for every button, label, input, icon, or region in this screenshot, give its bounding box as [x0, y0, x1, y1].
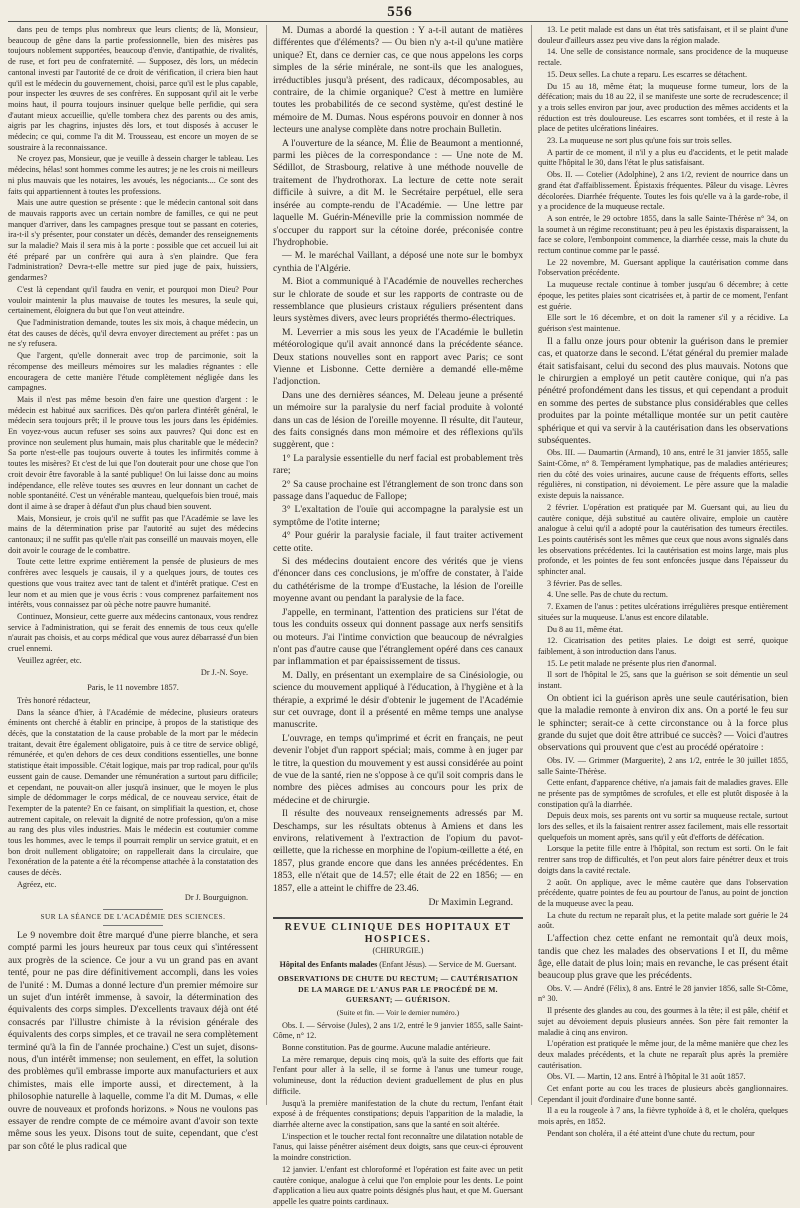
paragraph: L'affection chez cette enfant ne remontait qu'à deux mois, tandis que chez les malades des observations I et II, du même âge, elle datait de plus loin; mais en revanche, le cas présent était beaucoup plus grave que les précédents. [538, 933, 788, 982]
paragraph: La chute du rectum ne reparaît plus, et la petite malade sort guérie le 24 août. [538, 910, 788, 931]
paragraph: J'appelle, en terminant, l'attention des praticiens sur l'état de tous les conduits osseux qui donnent passage aux nerfs sensitifs ou moteurs. J'ai l'intime conviction que beaucoup de névralgies n'ont pas d'autre cause que l'étranglement opéré dans ces canaux par inflammation et par épaississement de tissus. [273, 606, 523, 668]
hospital-name: Hôpital des Enfants malades [279, 960, 378, 970]
section-title: REVUE CLINIQUE DES HOPITAUX ET HOSPICES. [284, 922, 512, 946]
hospital-line [273, 960, 523, 971]
paragraph: Il résulte des nouveaux renseignements adressés par M. Deschamps, sur les résultats obtenus à Amiens et dans les environs, relativement à l'extraction de l'opium du pavot-œillette, que la richesse en morphine de l'opium-œillette a été, en 1857, plus grande encore que dans les années précédentes. En 1853, elle n'était que de 14.57; elle était de 22 en 1856; — en 1857, elle a atteint le chiffre de 23.46. [273, 808, 523, 894]
dateline: Paris, le 11 novembre 1857. [87, 683, 179, 693]
paragraph: Ne croyez pas, Monsieur, que je veuille à dessein charger le tableau. Les médecins, hélas! sont hommes comme les autres; je ne les crois ni meilleurs ni plus mauvais que les notaires, les avoués, les négociants.... Ce sont des faits qui appartiennent à toutes les professions. [8, 154, 258, 196]
paragraph: A l'ouverture de la séance, M. Élie de Beaumont a mentionné, parmi les pièces de la correspondance : — Une note de M. Sédillot, de Strasbourg, relative à une méthode nouvelle de traitement de l'hydrothorax. La lecture de cette note serait difficile à suivre, a dit M. le Secrétaire perpétuel, elle sera insérée au compte-rendu de l'Académie. — Une lettre par laquelle M. Guérin-Méneville prie la commission nommée de s'occuper du rapport sur la cétoine dorée, préconisée contre l'hydrophobie. [273, 137, 523, 248]
paragraph: Mais, Monsieur, je crois qu'il ne suffit pas que l'Académie se lave les mains de la détermination prise par l'autorité au sujet des médecins cantonaux; il ne suffit pas qu'elle n'ait pas conseillé un mauvais moyen, elle doit avoir le courage de le combattre. [8, 513, 258, 555]
section-heading: SUR LA SÉANCE DE L'ACADÉMIE DES SCIENCES. [8, 909, 258, 926]
paragraph: A partir de ce moment, il n'il y a plus eu d'accidents, et le petit malade quitte l'hôpital le 30, dans l'état le plus satisfaisant. [538, 147, 788, 168]
paragraph: Cette enfant, d'apparence chétive, n'a jamais fait de maladies graves. Elle ne présente pas de symptômes de scrofules, et elle est plutôt disposée à la constipation qu'à la diarrhée. [538, 778, 788, 809]
paragraph: A son entrée, le 29 octobre 1855, dans la salle Sainte-Thérèse n° 34, on la soumet à un régime reconstituant; peu à peu les épistaxis disparaissent, la face se colore, l'embonpoint commence, la diarrhée cesse, mais la chute du rectum continue comme par le passé. [538, 213, 788, 256]
list-item: 3° L'exaltation de l'ouïe qui accompagne la paralysie est un symptôme de l'otite interne; [273, 504, 523, 528]
paragraph: 2 août. On applique, avec le même cautère que dans l'observation précédente, quatre pointes de feu au pourtour de l'anus, au point de jonction de la muqueuse avec la peau. [538, 877, 788, 908]
paragraph: Cet enfant porte au cou les traces de plusieurs abcès ganglionnaires. Cependant il jouit d'ordinaire d'une bonne santé. [538, 1084, 788, 1104]
section-rule [273, 917, 523, 919]
paragraph: 2 février. L'opération est pratiquée par M. Guersant qui, au lieu du cautère conique, déjà substitué au cautère olivaire, emploie un cautère analogue à celui qu'il a adopté pour la cautérisation des tumeurs érectiles. Les points cautérisés sont les mêmes que ceux que nous avons signalés dans les observations précédentes. Ici la cautérisation est moins large, mais plus profonde, et les pointes de feu sont enfoncées jusque dans l'épaisseur du sphincter anal. [538, 502, 788, 577]
paragraph: Que l'argent, qu'elle donnerait avec trop de parcimonie, soit la récompense des meilleurs mémoires sur les maladies régnantes : elle encouragera de cette manière l'étude complètement négligée dans les campagnes. [8, 351, 258, 393]
salutation: Très honoré rédacteur, [17, 695, 91, 705]
signature: Dr J. Bourguignon. [184, 892, 248, 902]
paragraph: Du 8 au 11, même état. [547, 624, 623, 634]
closing-salutation: Veuillez agréer, etc. [17, 655, 82, 665]
paragraph: L'opération est pratiquée le même jour, de la même manière que chez les deux malades précédents, et la chute ne reparaît plus après la première cautérisation. [538, 1039, 788, 1070]
header-rule [8, 21, 788, 22]
paragraph: Le 9 novembre doit être marqué d'une pierre blanche, et sera compté parmi les jours heureux par tous ceux qui s'intéressent aux progrès de la science. Ce jour a vu un grand pas en avant tenté, pour ne pas dire définitivement accompli, dans les voies de l'unité : M. Dumas a donné lecture d'un premier mémoire sur un sujet d'un intérêt immense, à savoir, la détermination des équivalents des corps simples. D'excellents travaux déjà ont été consacrés par l'illustre chimiste à la révision générale des équivalents des corps simples, et ce travail ne sera complètement terminé qu'à la fin de l'année prochaine.) C'est un sujet, disons-nous, d'un intérêt immense; non seulement, en effet, la solution des problèmes qu'il embrasse importe aux manufacturiers et aux chimistes, mais elle importe aussi, et directement, à la philosophie naturelle à laquelle, comme l'a dit M. Dumas, « elle ouvre de nouveaux et profonds horizons. » Nous ne voulons pas essayer de rendre compte de ce mémoire avant d'avoir son texte même sous les yeux. Disons tout de suite, cependant, que c'est par son côté le plus radical que [8, 929, 258, 1152]
paragraph: 13. Le petit malade est dans un état très satisfaisant, et il se plaint d'une douleur d'ailleurs assez peu vive dans la région malade. [538, 25, 788, 45]
closing-salutation: Agréez, etc. [17, 879, 57, 889]
paragraph: Obs. I. — Sérvoise (Jules), 2 ans 1/2, entré le 9 janvier 1855, salle Saint-Côme, n° 12. [273, 1020, 523, 1041]
paragraph: Il sort de l'hôpital le 25, sans que la guérison se soit démentie un seul instant. [538, 670, 788, 691]
paragraph: Du 15 au 18, même état; la muqueuse forme tumeur, lors de la défécation; mais du 18 au 22, il se manifeste une sorte de recrudescence; il y a trois selles environ par jour, avec production des mêmes accidents et la réduction est très douloureuse. Les escarres sont tombées, et il reste à la place de petites ulcérations linéaires. [538, 81, 788, 134]
paragraph: Obs. VI. — Martin, 12 ans. Entré à l'hôpital le 31 août 1857. [547, 1072, 746, 1082]
column-middle [266, 25, 523, 1206]
section-subtitle: (CHIRURGIE.) [372, 946, 424, 956]
paragraph: Le 22 novembre, M. Guersant applique la cautérisation comme dans l'observation précédente. [538, 257, 788, 278]
paragraph: M. Leverrier a mis sous les yeux de l'Académie le bulletin météorologique qu'il avait annoncé dans la précédente séance. Deux stations nouvelles sont en rapport avec Paris; ce sont Vienne et Lisbonne. Cette dernière a demandé elle-même l'adjonction. [273, 326, 523, 388]
column-left [8, 25, 258, 1152]
signature: Dr Maximin Legrand. [428, 897, 513, 909]
list-item: 2° Sa cause prochaine est l'étranglement de son tronc dans son passage dans l'aqueduc de Fallope; [273, 478, 523, 503]
paragraph: Si des médecins doutaient encore des vérités que je viens d'énoncer dans ces conclusions, je m'offre de constater, à l'aide du cathétérisme de la trompe d'Eustache, la lésion de l'oreille moyenne avant ou pendant la paralysie de la face. [273, 556, 523, 605]
paragraph: La mère remarque, depuis cinq mois, qu'à la suite des efforts que fait l'enfant pour aller à la selle, il se forme à l'anus une tumeur rouge, volumineuse, dont la réduction devient graduellement de plus en plus difficile. [273, 1054, 523, 1096]
page-number: 556 [387, 4, 413, 20]
paragraph: L'ouvrage, en temps qu'imprimé et écrit en français, ne peut devenir l'objet d'un rapport spécial; mais, comme à en juger par le titre, la question du mouvement y est aussi considérée au point de vue de la santé, rien ne s'oppose à ce qu'il soit compris dans le nombre des pièces admises au concours pour les prix de médecine et de chirurgie. [273, 732, 523, 806]
paragraph: M. Dumas a abordé la question : Y a-t-il autant de matières différentes que d'éléments? — Ou bien n'y a-t-il qu'une matière unique? Et, dans ce dernier cas, ce que nous appelons les corps simples de la série minérale, ne sont-ils que les analogues, irréductibles jusqu'à présent, des radicaux, décomposables, au contraire, de la chimie organique? C'est à mettre en lumière toutes les probabilités de ce second système, qu'est destiné le mémoire de M. Dumas. Nous espérons pouvoir en donner à nos lecteurs une analyse complète dans notre prochain Bulletin. [273, 25, 523, 136]
paragraph: 14. Une selle de consistance normale, sans procidence de la muqueuse rectale. [538, 47, 788, 68]
paragraph: Il a fallu onze jours pour obtenir la guérison dans le premier cas, et quatorze dans le second. L'état général du premier malade était satisfaisant, celui du second des plus mauvais. Notons que le chirurgien a employé un petit cautère conique, qui n'a pas pénétré profondément dans les tissus, et qui cependant a produit en somme des pertes de substance plus considérables que celles produites par la pointe métallique montée sur un petit cautère sphérique et qui va servir à la cautérisation dans les observations subséquentes. [538, 335, 788, 446]
paragraph: Elle sort le 16 décembre, et on doit la ramener s'il y a récidive. La guérison s'est maintenue. [538, 313, 788, 333]
paragraph: 3 février. Pas de selles. [547, 578, 623, 588]
paragraph: 23. La muqueuse ne sort plus qu'une fois sur trois selles. [547, 136, 732, 146]
paragraph: L'inspection et le toucher rectal font reconnaître une dilatation notable de l'anus, qui laisse pénétrer aisément deux doigts, sans que ceux-ci éprouvent la moindre constriction. [273, 1131, 523, 1163]
paragraph: Obs. II. — Cotelier (Adolphine), 2 ans 1/2, revient de nourrice dans un grand état d'affaiblissement. Épistaxis fréquentes. Pâleur du visage. Lèvres décolorées. Diarrhée fréquente. Toutes les fois qu'elle va à la garde-robe, il y a procidence de la muqueuse rectale. [538, 170, 788, 212]
paragraph: C'est là cependant qu'il faudra en venir, et pourquoi mon Dieu? Pour vouloir maintenir la plus mauvaise de toutes les mesures, la seule qui, certainement, éloignera du but que l'on veut atteindre. [8, 284, 258, 316]
hospital-detail: (Enfant Jésus). — Service de M. Guersant. [379, 960, 517, 970]
observations-title: OBSERVATIONS DE CHUTE DU RECTUM; — CAUTÉRISATION DE LA MARGE DE L'ANUS PAR LE PROCÉDÉ DE M. GUERSANT; — GUÉRISON. [277, 973, 519, 1005]
paragraph: Dans une des dernières séances, M. Deleau jeune a présenté un mémoire sur la paralysie du nerf facial produite à volonté dans un cas de lésion de l'oreille moyenne. Il résulte, dit l'auteur, des faits consignés dans mon mémoire et des réflexions qu'ils suggèrent, que : [273, 389, 523, 451]
paragraph: 15. Deux selles. La chute a reparu. Les escarres se détachent. [547, 69, 748, 79]
paragraph: M. Biot a communiqué à l'Académie de nouvelles recherches sur le chlorate de soude et sur les rapports de contraste ou de ressemblance que plusieurs cristaux réguliers présentent dans leurs systèmes divers, avec leurs propriétés thermo-électriques. [273, 276, 523, 325]
paragraph: M. Dally, en présentant un exemplaire de sa Cinésiologie, ou science du mouvement appliqué à l'éducation, à l'hygiène et à la thérapie, a exprimé le désir d'obtenir le jugement de l'Académie sur cet ouvrage, dont il a présenté en même temps une analyse manuscrite. [273, 669, 523, 731]
paragraph: Obs. V. — André (Félix), 8 ans. Entré le 28 janvier 1856, salle St-Côme, n° 30. [538, 983, 788, 1004]
signature: Dr J.-N. Soye. [200, 668, 248, 678]
column-right [531, 25, 788, 1138]
paragraph: Depuis deux mois, ses parents ont vu sortir sa muqueuse rectale, surtout lors des selles, et ils la faisaient rentrer assez facilement, mais elle ressortait quelquefois un moment après, sans qu'il y eût d'efforts de défécation. [538, 811, 788, 842]
list-item: 1° La paralysie essentielle du nerf facial est probablement très rare; [273, 452, 523, 477]
paragraph: Mais il n'est pas même besoin d'en faire une question d'argent : le médecin est habitué aux sacrifices. Dès qu'on parlera d'intérêt général, le médecin sera toujours prêt; il le prouve tous les jours dans les épidémies. En voyez-vous aucun refuser ses soins aux pauvres? Qui donc est en province non seulement plus humain, mais plus charitable que le médecin? Sa porte n'est-elle pas toujours ouverte à toutes les infirmités comme à toutes les misères? Et c'est de lui que l'on douterait pour une chose que l'on croit devoir être favorable à la santé publique! On lui laisse donc au moins indépendance, elle relève toutes ses œuvres en leur donnant un cachet de noble spontanéité. C'est un vénérable manteau, quelquefois bien troué, mais dont il aime à se draper à défaut d'un plus chaud bien souvent. [8, 394, 258, 511]
paragraph: 4. Une selle. Pas de chute du rectum. [547, 590, 668, 600]
paragraph: Lorsque la petite fille entre à l'hôpital, son rectum est sorti. On le fait rentrer sans trop de difficultés, et l'on peut alors faire pénétrer deux et trois doigts dans la cavité rectale. [538, 844, 788, 875]
paragraph: 12 janvier. L'enfant est chloroformé et l'opération est faite avec un petit cautère conique, analogue à celui que l'on emploie pour les dents. Le point d'application a lieu aux quatre points désignés plus haut, et que M. Guersant appelle les quatre points cardinaux. [273, 1164, 523, 1206]
continuation-note: (Suite et fin. — Voir le dernier numéro.) [336, 1007, 460, 1017]
paragraph: La muqueuse rectale continue à tomber jusqu'au 6 décembre; à cette époque, les petites plaies sont cicatrisées et, à partir de ce moment, l'enfant est guérie. [538, 280, 788, 311]
paragraph: Mais une autre question se présente : que le médecin cantonal soit dans de mauvais rapports avec un certain nombre de familles, ce qui ne peut manquer d'arriver, dans les campagnes presque tout se passant en coteries, ira-t-il s'y présenter, pour constater un décès, demander des renseignements sur la maladie? Mais il sera mis à la porte : possible que cet accueil lui ait été préparé par un confrère qui aura à s'en plaindre. Que fera l'administration? Devra-t-elle mettre sur pied juge de paix, huissiers, gendarmes? [8, 198, 258, 283]
list-item: 4° Pour guérir la paralysie faciale, il faut traiter activement cette otite. [273, 530, 523, 554]
paragraph: 7. Examen de l'anus : petites ulcérations irrégulières presque entièrement situées sur la muqueuse. L'anus est encore dilatable. [538, 602, 788, 622]
paragraph: — M. le maréchal Vaillant, a déposé une note sur le bombyx cynthia de l'Algérie. [273, 250, 523, 274]
page-columns [8, 25, 788, 1206]
paragraph: Dans la séance d'hier, à l'Académie de médecine, plusieurs orateurs éminents ont cherché à établir en principe, à propos de la statistique des décès, que la constatation de la cause probable de la mort par le médecin traitant, devait être également obligatoire, puis à ce titre de service obligé, rémunérée, et qu'en dehors de ces deux conditions essentielles, une bonne statistique était impossible. C'était logique, mais par trop radical, pour qu'ils eussent gain de cause. Demander une rémunération a surtout paru difficile; et cependant, ne pouvait-on aller jusqu'à insinuer, que le moyen le plus simple de dédommager le corps médical, de ce nouveau service, était de l'exempter de la patente? En ce faisant, on simplifiait la question, et, chose autrement capitale, on relevait la dignité de notre profession, qu'on a mise au rang des plus viles industries. Mais le médecin est coutumier comme tous les hommes, avec le temps il pourrait remplir un service gratuit, et en bon droit nullement obligatoire; on rappellerait dans la circulaire, que l'exonération de la patente a été la récompense attachée à la constatation des causes de décès. [8, 707, 258, 878]
paragraph: 12. Cicatrisation des petites plaies. Le doigt est serré, quoique faiblement, à son introduction dans l'anus. [538, 636, 788, 656]
paragraph: Pendant son choléra, il a été atteint d'une chute du rectum, pour [547, 1128, 755, 1138]
paragraph: Jusqu'à la première manifestation de la chute du rectum, l'enfant était exposé à de fréquentes constipations; depuis l'apparition de la maladie, la diarrhée alterne avec la constipation, sans que la santé en soit altérée. [273, 1098, 523, 1129]
paragraph: On obtient ici la guérison après une seule cautérisation, bien que la maladie remonte à environ dix ans. On a porté le feu sur le sphincter; serait-ce à cette circonstance ou à la force plus grande du sujet que doit être attribué ce succès? — Voici d'autres observations qui prouvent que c'est au procédé opératoire : [538, 692, 788, 754]
paragraph: Bonne constitution. Pas de gourme. Aucune maladie antérieure. [282, 1043, 491, 1053]
paragraph: dans peu de temps plus nombreux que leurs clients; de là, Monsieur, beaucoup de gêne dans la partie professionnelle, bien des misères pas toujours noblement supportées, beaucoup d'envie, d'antipathie, de rivalités, de ruse, et fort peu de confraternité. — Supposez, dès lors, un médecin cantonal investi par l'autorité de ce droit de vérification, il criera bien haut qu'il est le médecin du gouvernement, choisi, parce qu'il est le plus capable, pour inspecter les œuvres de ses confrères. En supposant qu'il ait le verbe moins haut, il pourra toujours insinuer quelque belle perfidie, qui sera d'autant mieux accueillie, qu'elle tombera chez des parents ou des amis, aigris par les chagrins, injustes dès lors, et tout disposés à accuser le médecin; ce qui, comme l'a dit M. Trousseau, est encore un moyen de se soustraire à la reconnaissance. [8, 25, 258, 152]
paragraph: Obs. III. — Daumartin (Armand), 10 ans, entré le 31 janvier 1855, salle Saint-Côme, n° 8. Tempérament lymphatique, pas de maladies antérieures; rien du côté des voies urinaires, aucune cause de fréquents efforts, selles régulières, ni constipation, ni dévoiement. Le père assure que la maladie existe depuis la naissance. [538, 448, 788, 501]
paragraph: Il a eu la rougeole à 7 ans, la fièvre typhoïde à 8, et le choléra, quelques mois après, en 1852. [538, 1106, 788, 1127]
paragraph: Toute cette lettre exprime entièrement la pensée de plusieurs de mes confrères avec lesquels je causais, il y a quelques jours, de toutes ces questions que vous traitez avec tant de talent et d'intérêt pratique. C'est en leur nom et au mien que je vous écris : vous comprenez parfaitement nos intérêts, vous connaissez par où pèche notre pauvre humanité. [8, 557, 258, 610]
paragraph: Il présente des glandes au cou, des gourmes à la tête; il est pâle, chétif et sujet au dévoiement depuis plusieurs années. Son père fait remonter la maladie à cinq ans environ. [538, 1006, 788, 1037]
paragraph: Obs. IV. — Grimmer (Marguerite), 2 ans 1/2, entrée le 30 juillet 1855, salle Sainte-Thérèse. [538, 755, 788, 776]
paragraph: Que l'administration demande, toutes les six mois, à chaque médecin, un état des causes de décès, qu'il devra envoyer directement au préfet : pas un ne s'y refusera. [8, 317, 258, 349]
paragraph: 15. Le petit malade ne présente plus rien d'anormal. [547, 658, 717, 668]
paragraph: Continuez, Monsieur, cette guerre aux médecins cantonaux, vous rendrez service à l'administration, qui se ferait des ennemis de tous ceux qu'elle n'aurait pas choisis, et au corps médical que vous aurez débarrassé d'un bien cruel ennemi. [8, 611, 258, 654]
